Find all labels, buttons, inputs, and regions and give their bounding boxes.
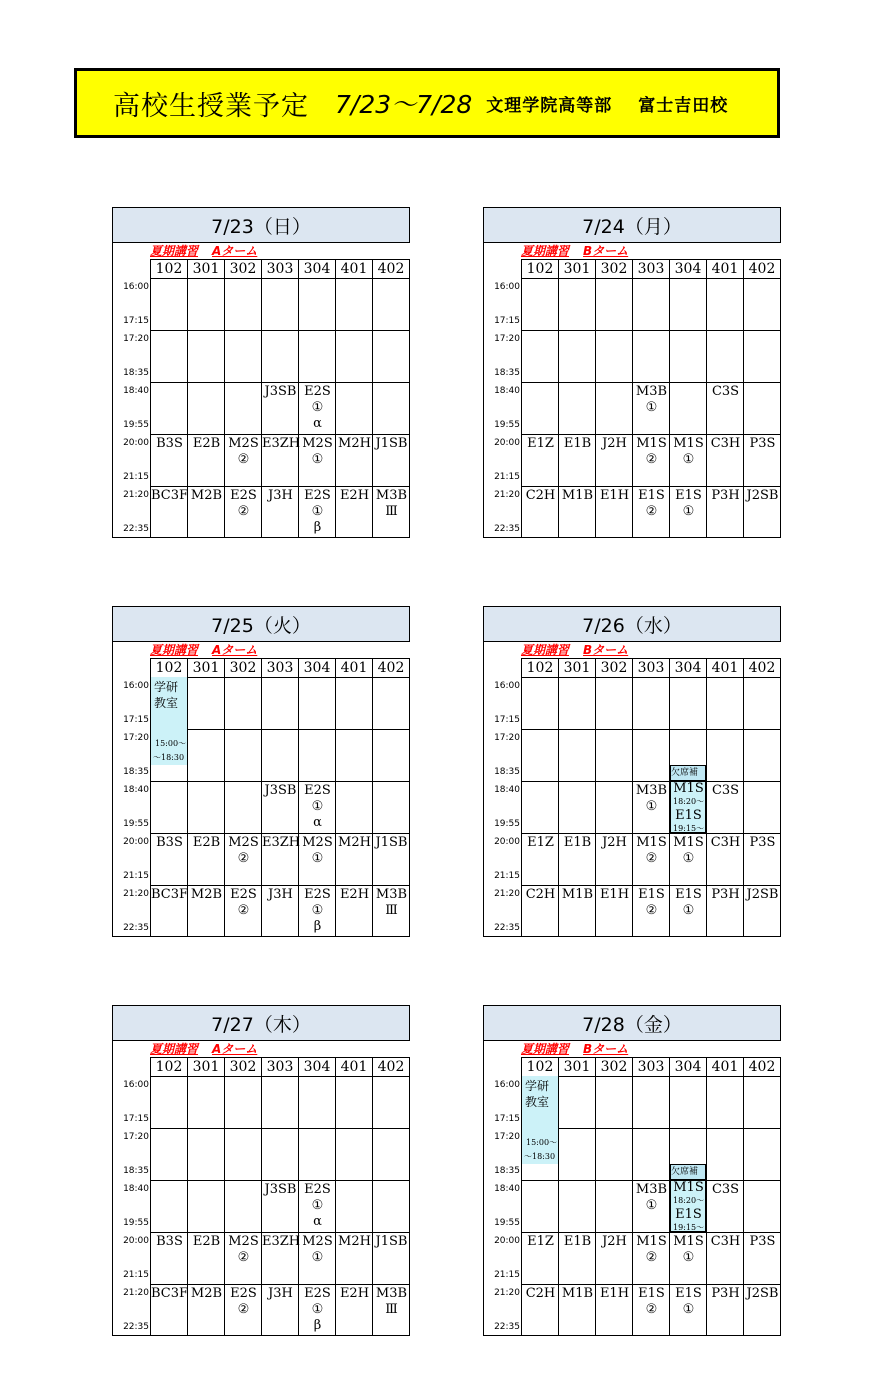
grid-line [151, 1232, 410, 1233]
time-label: 21:15 [494, 871, 520, 881]
time-label: 22:35 [494, 1322, 520, 1332]
time-label: 18:40 [123, 785, 149, 795]
time-label: 17:20 [123, 733, 149, 743]
term-name: Aターム [212, 244, 258, 258]
class-cell: C3S [711, 384, 740, 399]
grid-line [522, 1232, 781, 1233]
time-label: 19:55 [123, 1218, 149, 1228]
class-cell: E2S ① β [304, 1286, 331, 1333]
time-label: 22:35 [494, 923, 520, 933]
day-header: 7/27（木） [112, 1005, 410, 1041]
room-header: 304 [669, 259, 706, 278]
class-cell: M1S ① [673, 835, 704, 866]
room-header-row [521, 259, 781, 278]
class-cell: J2SB [746, 1286, 779, 1301]
room-header-row [150, 259, 410, 278]
class-cell: J1SB [375, 436, 408, 451]
study-room-label: 学研 [525, 1079, 550, 1093]
makeup-title: 欠席補 [671, 768, 699, 778]
class-cell: E3ZH [262, 835, 301, 850]
class-cell: J3SB [264, 783, 297, 798]
time-label: 18:35 [123, 368, 149, 378]
study-room-time: ～18:30 [524, 1152, 556, 1161]
class-cell: E1H [599, 488, 630, 503]
grid-line [151, 1180, 410, 1181]
time-label: 20:00 [123, 438, 149, 448]
class-cell: E1H [599, 887, 630, 902]
class-cell: M3B Ⅲ [375, 887, 408, 918]
divider [112, 243, 113, 278]
room-header: 302 [595, 1057, 632, 1076]
class-cell: M2B [190, 887, 223, 902]
room-header: 402 [372, 1057, 410, 1076]
time-label: 20:00 [494, 438, 520, 448]
class-cell: BC3F [151, 1286, 189, 1301]
school-name: 文理学院高等部 [486, 95, 613, 116]
time-label: 19:55 [494, 819, 520, 829]
room-header: 301 [187, 259, 224, 278]
class-cell: E2B [192, 835, 221, 850]
grid-line [151, 885, 410, 886]
makeup-class: E1S [675, 1207, 702, 1222]
class-cell: C2H [525, 887, 556, 902]
class-cell: M3B ① [635, 384, 668, 415]
class-cell: BC3F [151, 488, 189, 503]
grid-line [522, 278, 781, 279]
time-label: 18:35 [123, 1166, 149, 1176]
time-label: 20:00 [123, 1236, 149, 1246]
time-label: 21:15 [123, 472, 149, 482]
grid-line [522, 434, 781, 435]
time-label: 19:55 [123, 819, 149, 829]
class-cell: M1S ② [636, 1234, 667, 1265]
room-header: 303 [261, 259, 298, 278]
class-cell: B3S [156, 436, 183, 451]
grid-line [151, 434, 410, 435]
time-label: 18:40 [494, 1184, 520, 1194]
class-cell: E2H [339, 887, 370, 902]
term-name: Aターム [212, 1042, 258, 1056]
room-header: 301 [187, 1057, 224, 1076]
day-schedule [483, 606, 781, 937]
class-cell: P3S [749, 436, 776, 451]
class-cell: E3ZH [262, 436, 301, 451]
class-cell: E2S ① α [304, 783, 331, 830]
study-room-time: 15:00～ [155, 739, 187, 748]
time-label: 16:00 [123, 1080, 149, 1090]
class-cell: J2SB [746, 887, 779, 902]
class-cell: M2S ② [228, 436, 259, 467]
study-room-time: 15:00～ [526, 1138, 558, 1147]
time-label: 20:00 [123, 837, 149, 847]
class-cell: M3B Ⅲ [375, 488, 408, 519]
time-label: 16:00 [123, 681, 149, 691]
class-cell: M2B [190, 488, 223, 503]
makeup-title: 欠席補 [671, 1167, 699, 1177]
time-label: 17:15 [123, 715, 149, 725]
room-header: 102 [150, 259, 187, 278]
room-header: 401 [706, 658, 743, 677]
time-label: 18:40 [494, 386, 520, 396]
day-schedule [112, 207, 410, 538]
makeup-time: 19:15～ [673, 1223, 705, 1232]
term-title: 夏期講習 [521, 643, 570, 657]
class-cell: E3ZH [262, 1234, 301, 1249]
class-cell: M1S ② [636, 436, 667, 467]
class-cell: M1B [561, 488, 594, 503]
page-title: 高校生授業予定 [113, 90, 309, 122]
time-label: 17:20 [494, 733, 520, 743]
time-label: 21:15 [494, 472, 520, 482]
room-header: 304 [298, 658, 335, 677]
time-label: 21:20 [494, 889, 520, 899]
class-cell: M2S ① [302, 1234, 333, 1265]
time-label: 16:00 [123, 282, 149, 292]
grid-line [522, 677, 781, 678]
grid-line [522, 885, 781, 886]
class-cell: M1B [561, 1286, 594, 1301]
grid-line [522, 781, 781, 782]
study-room-label: 学研 [154, 680, 179, 694]
time-label: 18:35 [494, 1166, 520, 1176]
room-header: 304 [298, 259, 335, 278]
time-label: 21:20 [494, 490, 520, 500]
grid-line [151, 1076, 410, 1077]
room-header: 402 [743, 658, 781, 677]
day-header: 7/25（火） [112, 606, 410, 642]
class-cell: C3S [711, 783, 740, 798]
class-cell: P3H [711, 1286, 740, 1301]
room-header: 102 [150, 658, 187, 677]
class-cell: E1S ① [675, 488, 702, 519]
room-header: 102 [521, 1057, 558, 1076]
time-label: 16:00 [494, 681, 520, 691]
campus-name: 富士吉田校 [638, 95, 729, 116]
class-cell: M2H [338, 1234, 371, 1249]
class-cell: J2SB [746, 488, 779, 503]
time-label: 20:00 [494, 1236, 520, 1246]
term-title: 夏期講習 [521, 1042, 570, 1056]
day-header: 7/26（水） [483, 606, 781, 642]
class-cell: J3H [268, 488, 293, 503]
grid-line [151, 781, 410, 782]
day-schedule [483, 1005, 781, 1336]
room-header: 302 [224, 658, 261, 677]
class-cell: J3H [268, 1286, 293, 1301]
class-cell: J2H [602, 835, 627, 850]
class-cell: M3B Ⅲ [375, 1286, 408, 1317]
class-cell: M1S ② [636, 835, 667, 866]
class-cell: E2B [192, 1234, 221, 1249]
schedule-grid [112, 278, 410, 538]
study-room-time: ～18:30 [153, 753, 185, 762]
time-label: 21:15 [123, 1270, 149, 1280]
class-cell: P3H [711, 887, 740, 902]
grid-line [522, 1180, 781, 1181]
class-cell: E1B [563, 835, 592, 850]
makeup-time: 18:20～ [673, 797, 705, 806]
room-header: 301 [558, 1057, 595, 1076]
time-label: 17:15 [494, 316, 520, 326]
term-title: 夏期講習 [521, 244, 570, 258]
class-cell: C3H [710, 835, 741, 850]
term-title: 夏期講習 [150, 1042, 199, 1056]
schedule-grid [112, 1076, 410, 1336]
time-label: 21:15 [494, 1270, 520, 1280]
room-header: 302 [224, 259, 261, 278]
term-name: Aターム [212, 643, 258, 657]
day-schedule [112, 606, 410, 937]
grid-line [151, 486, 410, 487]
date-range: 7/23～7/28 [335, 90, 473, 119]
class-cell: M3B ① [635, 783, 668, 814]
class-cell: E2S ① α [304, 384, 331, 431]
class-cell: M2H [338, 436, 371, 451]
room-header: 401 [706, 259, 743, 278]
schedule-grid [112, 677, 410, 937]
time-label: 16:00 [494, 1080, 520, 1090]
class-cell: E2S ② [230, 887, 257, 918]
room-header: 302 [595, 259, 632, 278]
class-cell: E1S ① [675, 887, 702, 918]
class-cell: P3S [749, 835, 776, 850]
class-cell: E1B [563, 1234, 592, 1249]
class-cell: B3S [156, 1234, 183, 1249]
study-room-label: 教室 [154, 696, 179, 710]
time-label: 21:20 [123, 1288, 149, 1298]
day-header: 7/28（金） [483, 1005, 781, 1041]
grid-line [151, 1128, 410, 1129]
time-label: 18:35 [123, 767, 149, 777]
class-cell: E1H [599, 1286, 630, 1301]
room-header: 102 [150, 1057, 187, 1076]
class-cell: M1S ① [673, 1234, 704, 1265]
grid-line [151, 278, 410, 279]
class-cell: J3H [268, 887, 293, 902]
class-cell: E2B [192, 436, 221, 451]
room-header: 401 [335, 658, 372, 677]
room-header: 401 [706, 1057, 743, 1076]
class-cell: J3SB [264, 1182, 297, 1197]
time-label: 22:35 [123, 1322, 149, 1332]
divider [483, 642, 484, 677]
day-header: 7/23（日） [112, 207, 410, 243]
room-header: 304 [669, 658, 706, 677]
schedule-grid [483, 1076, 781, 1336]
class-cell: E2H [339, 488, 370, 503]
time-label: 18:35 [494, 368, 520, 378]
class-cell: M2S ② [228, 835, 259, 866]
time-label: 21:20 [494, 1288, 520, 1298]
grid-line [522, 1076, 781, 1077]
class-cell: M2H [338, 835, 371, 850]
room-header: 301 [187, 658, 224, 677]
time-label: 19:55 [494, 1218, 520, 1228]
class-cell: M2S ① [302, 436, 333, 467]
grid-line [522, 330, 781, 331]
class-cell: E1S ② [638, 887, 665, 918]
time-label: 18:40 [123, 386, 149, 396]
term-name: Bターム [583, 643, 629, 657]
class-cell: E1Z [527, 436, 554, 451]
page-title-banner [74, 68, 780, 138]
room-header: 303 [261, 1057, 298, 1076]
time-label: 17:15 [494, 1114, 520, 1124]
term-label [521, 642, 642, 658]
grid-line [522, 486, 781, 487]
day-header: 7/24（月） [483, 207, 781, 243]
term-label [521, 1041, 642, 1057]
grid-line [522, 729, 781, 730]
room-header: 402 [372, 259, 410, 278]
time-label: 17:20 [494, 1132, 520, 1142]
class-cell: E1Z [527, 1234, 554, 1249]
grid-line [522, 382, 781, 383]
class-cell: C2H [525, 488, 556, 503]
room-header: 102 [521, 259, 558, 278]
term-name: Bターム [583, 244, 629, 258]
divider [112, 1041, 113, 1076]
time-label: 19:55 [123, 420, 149, 430]
class-cell: J3SB [264, 384, 297, 399]
makeup-class: M1S [673, 781, 704, 796]
time-label: 17:20 [123, 334, 149, 344]
divider [112, 642, 113, 677]
time-label: 22:35 [494, 524, 520, 534]
class-cell: C3H [710, 436, 741, 451]
makeup-time: 19:15～ [673, 824, 705, 833]
term-title: 夏期講習 [150, 643, 199, 657]
class-cell: J1SB [375, 1234, 408, 1249]
room-header: 402 [372, 658, 410, 677]
class-cell: M3B ① [635, 1182, 668, 1213]
class-cell: E1Z [527, 835, 554, 850]
class-cell: J1SB [375, 835, 408, 850]
term-label [150, 1041, 271, 1057]
room-header-row [521, 1057, 781, 1076]
room-header: 302 [595, 658, 632, 677]
room-header: 402 [743, 259, 781, 278]
class-cell: B3S [156, 835, 183, 850]
class-cell: J2H [602, 1234, 627, 1249]
term-label [150, 642, 271, 658]
grid-line [522, 1128, 781, 1129]
time-label: 19:55 [494, 420, 520, 430]
class-cell: P3S [749, 1234, 776, 1249]
class-cell: C3S [711, 1182, 740, 1197]
term-label [150, 243, 271, 259]
class-cell: E2S ① α [304, 1182, 331, 1229]
grid-line [151, 729, 410, 730]
class-cell: E2S ① β [304, 488, 331, 535]
class-cell: M2S ② [228, 1234, 259, 1265]
room-header: 302 [224, 1057, 261, 1076]
time-label: 17:20 [494, 334, 520, 344]
time-label: 17:20 [123, 1132, 149, 1142]
class-cell: E1S ② [638, 1286, 665, 1317]
room-header: 301 [558, 259, 595, 278]
class-cell: J2H [602, 436, 627, 451]
class-cell: E2S ② [230, 1286, 257, 1317]
class-cell: P3H [711, 488, 740, 503]
time-label: 20:00 [494, 837, 520, 847]
grid-line [151, 330, 410, 331]
room-header: 304 [669, 1057, 706, 1076]
grid-line [522, 1284, 781, 1285]
time-label: 18:40 [494, 785, 520, 795]
time-label: 17:15 [123, 1114, 149, 1124]
room-header: 301 [558, 658, 595, 677]
day-schedule [112, 1005, 410, 1336]
room-header: 303 [632, 658, 669, 677]
class-cell: E1S ② [638, 488, 665, 519]
makeup-class: M1S [673, 1180, 704, 1195]
class-cell: M1B [561, 887, 594, 902]
room-header-row [521, 658, 781, 677]
room-header: 304 [298, 1057, 335, 1076]
time-label: 21:20 [123, 490, 149, 500]
grid-line [522, 833, 781, 834]
room-header: 401 [335, 259, 372, 278]
class-cell: E1S ① [675, 1286, 702, 1317]
time-label: 16:00 [494, 282, 520, 292]
schedule-grid [483, 278, 781, 538]
term-title: 夏期講習 [150, 244, 199, 258]
grid-line [151, 382, 410, 383]
time-label: 18:40 [123, 1184, 149, 1194]
day-schedule [483, 207, 781, 538]
divider [483, 243, 484, 278]
class-cell: BC3F [151, 887, 189, 902]
grid-line [151, 833, 410, 834]
room-header-row [150, 1057, 410, 1076]
room-header: 303 [632, 259, 669, 278]
class-cell: M1S ① [673, 436, 704, 467]
time-label: 21:15 [123, 871, 149, 881]
room-header: 303 [261, 658, 298, 677]
class-cell: E1B [563, 436, 592, 451]
term-name: Bターム [583, 1042, 629, 1056]
grid-line [151, 1284, 410, 1285]
makeup-time: 18:20～ [673, 1196, 705, 1205]
room-header: 401 [335, 1057, 372, 1076]
class-cell: M2S ① [302, 835, 333, 866]
class-cell: E2S ② [230, 488, 257, 519]
time-label: 22:35 [123, 524, 149, 534]
makeup-class: E1S [675, 808, 702, 823]
class-cell: E2H [339, 1286, 370, 1301]
time-label: 17:15 [494, 715, 520, 725]
room-header: 402 [743, 1057, 781, 1076]
grid-line [151, 677, 410, 678]
room-header: 303 [632, 1057, 669, 1076]
study-room-label: 教室 [525, 1095, 550, 1109]
class-cell: C2H [525, 1286, 556, 1301]
time-label: 17:15 [123, 316, 149, 326]
class-cell: M2B [190, 1286, 223, 1301]
room-header-row [150, 658, 410, 677]
schedule-grid [483, 677, 781, 937]
time-label: 22:35 [123, 923, 149, 933]
time-label: 21:20 [123, 889, 149, 899]
time-label: 18:35 [494, 767, 520, 777]
divider [483, 1041, 484, 1076]
class-cell: E2S ① β [304, 887, 331, 934]
term-label [521, 243, 642, 259]
room-header: 102 [521, 658, 558, 677]
class-cell: C3H [710, 1234, 741, 1249]
